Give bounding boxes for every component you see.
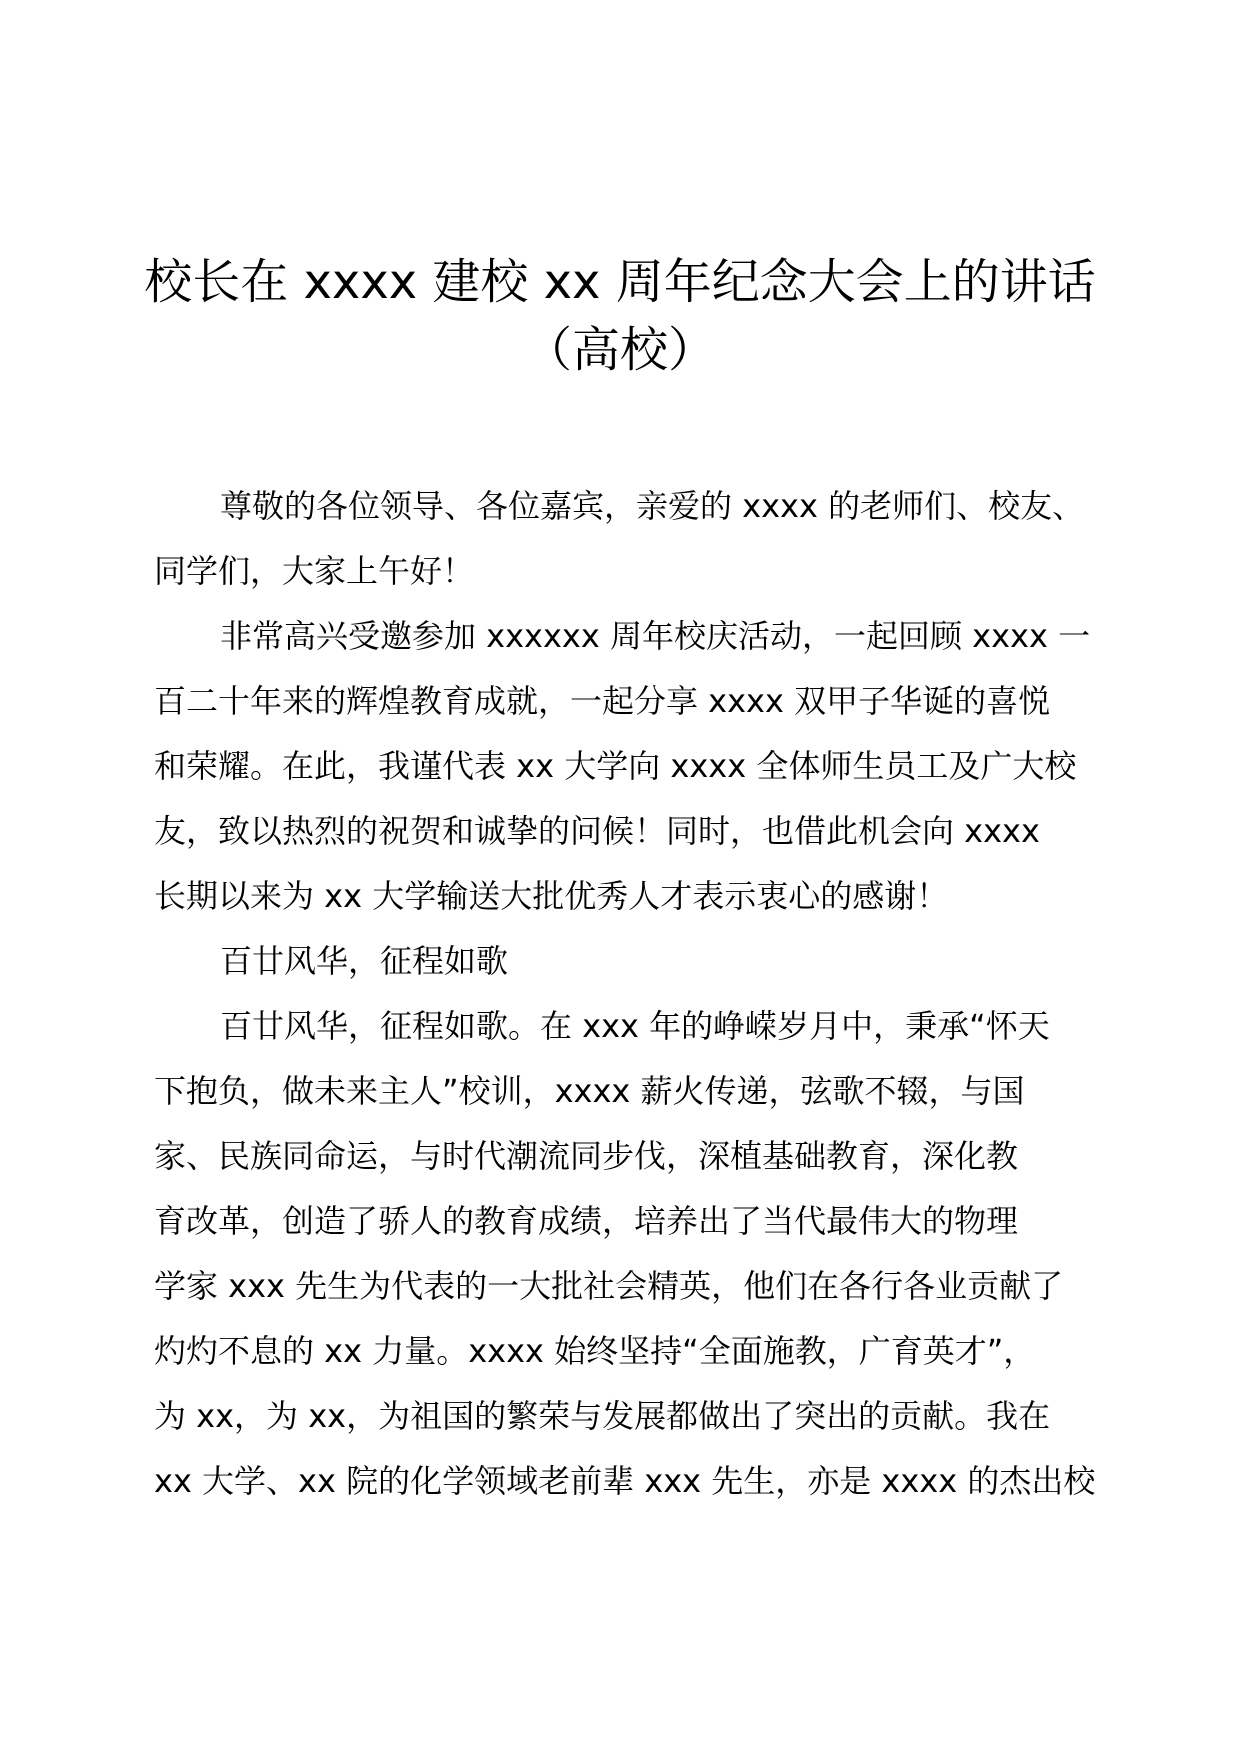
document-title [140, 248, 1100, 384]
document-body [154, 474, 1094, 1514]
paragraph-1-line-5: 长期以来为 xx 大学输送大批优秀人才表示衷心的感谢！ [154, 877, 949, 915]
title-line-sub: （高校） [523, 322, 716, 378]
paragraph-2-line-1: 百廿风华，征程如歌。在 xxx 年的峥嵘岁月中，秉承“怀天 [220, 1007, 1050, 1045]
paragraph-2-line-3: 家、民族同命运，与时代潮流同步伐，深植基础教育，深化教 [154, 1137, 1019, 1175]
paragraph-2-line-7: 为 xx，为 xx，为祖国的繁荣与发展都做出了突出的贡献。我在 [154, 1397, 1051, 1435]
title-line-main: 校长在 xxxx 建校 xx 周年纪念大会上的讲话 [144, 254, 1096, 310]
paragraph-1-line-3: 和荣耀。在此，我谨代表 xx 大学向 xxxx 全体师生员工及广大校 [154, 747, 1077, 785]
paragraph-2-line-2: 下抱负，做未来主人”校训，xxxx 薪火传递，弦歌不辍，与国 [154, 1072, 1025, 1110]
paragraph-1-line-1: 非常高兴受邀参加 xxxxxx 周年校庆活动，一起回顾 xxxx 一 [220, 617, 1091, 655]
paragraph-2-line-5: 学家 xxx 先生为代表的一大批社会精英，他们在各行各业贡献了 [154, 1267, 1064, 1305]
paragraph-2-line-4: 育改革，创造了骄人的教育成绩，培养出了当代最伟大的物理 [154, 1202, 1019, 1240]
section-heading: 百廿风华，征程如歌 [220, 942, 509, 980]
paragraph-2-line-6: 灼灼不息的 xx 力量。xxxx 始终坚持“全面施教，广育英才”， [154, 1332, 1036, 1370]
paragraph-1-line-4: 友，致以热烈的祝贺和诚挚的问候！同时，也借此机会向 xxxx [154, 812, 1040, 850]
greeting-line-2: 同学们，大家上午好！ [154, 552, 475, 590]
paragraph-2-line-8: xx 大学、xx 院的化学领域老前辈 xxx 先生，亦是 xxxx 的杰出校 [154, 1462, 1096, 1500]
greeting-line-1: 尊敬的各位领导、各位嘉宾，亲爱的 xxxx 的老师们、校友、 [220, 487, 1085, 525]
paragraph-1-line-2: 百二十年来的辉煌教育成就，一起分享 xxxx 双甲子华诞的喜悦 [154, 682, 1051, 720]
